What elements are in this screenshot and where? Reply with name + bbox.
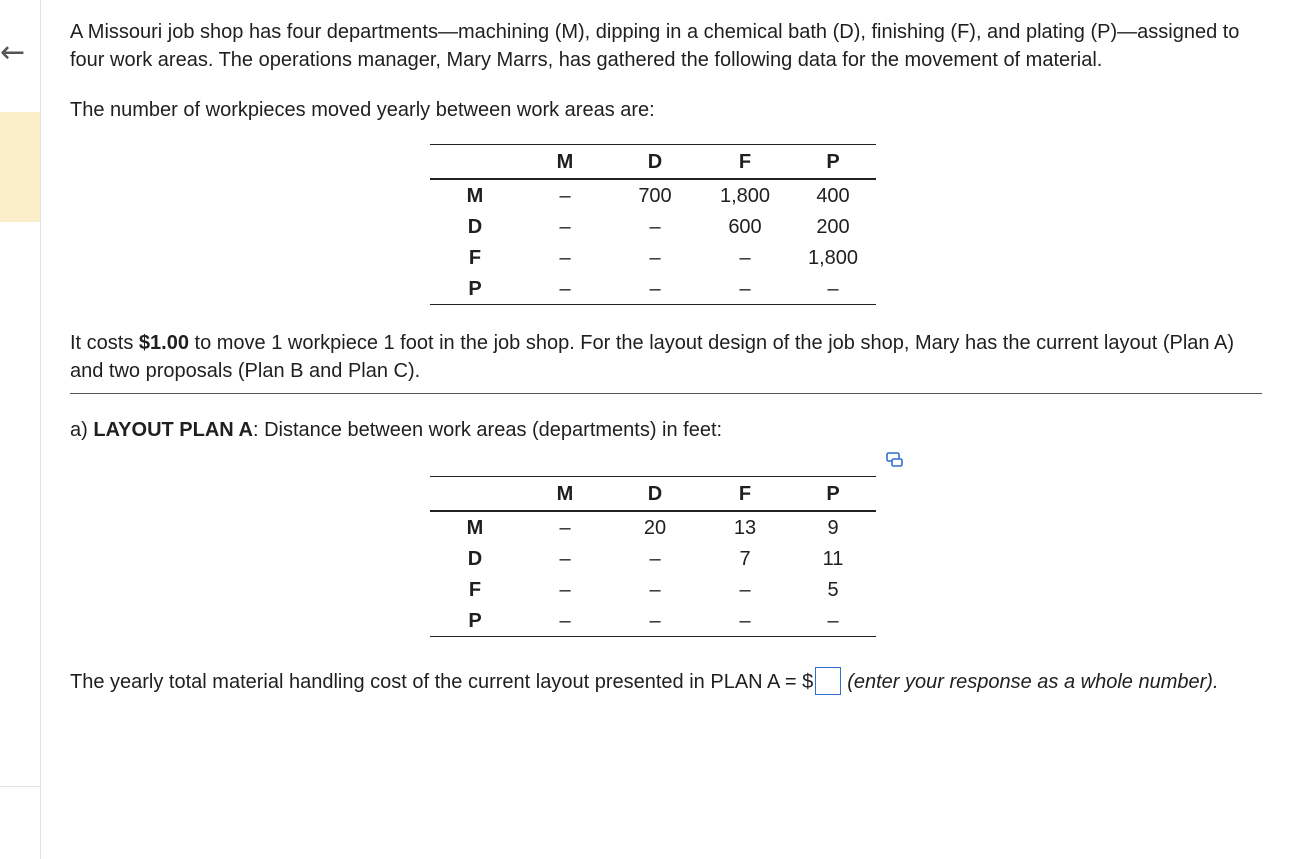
table-cell: – <box>559 516 571 539</box>
row-header: M <box>466 184 484 207</box>
column-header: P <box>790 477 876 512</box>
row-header: D <box>467 547 483 570</box>
table-cell: – <box>520 605 610 637</box>
table-row <box>430 543 876 574</box>
table-cell: 600 <box>728 215 762 238</box>
column-header: D <box>610 477 700 512</box>
row-header: P <box>430 273 520 305</box>
table-cell: 13 <box>733 516 757 539</box>
icon-row <box>70 444 1262 466</box>
table-cell: – <box>790 273 876 305</box>
distance-table-header <box>430 477 876 512</box>
intro-text: A Missouri job shop has four departments—machining (M), dipping in a chemical bath (D), finishing (F), and plating (P)—assigned to four work areas. The operations manager, Mary Marrs, has gathered the following data for the movement of material. <box>70 21 1240 71</box>
table-cell: 1,800 <box>807 246 859 269</box>
table-cell: – <box>559 547 571 570</box>
moves-table-header <box>430 145 876 180</box>
back-arrow-icon[interactable]: ← <box>0 35 26 70</box>
table-cell: 5 <box>827 578 839 601</box>
part-a-prefix: a) <box>70 419 94 441</box>
table-cell: 9 <box>827 516 839 539</box>
part-a-title: LAYOUT PLAN A <box>93 419 253 441</box>
cost-text <box>70 329 1262 385</box>
table-cell: 700 <box>638 184 672 207</box>
distance-table <box>430 476 876 637</box>
left-strip <box>0 0 41 859</box>
table-row <box>430 179 876 211</box>
row-header: F <box>468 578 482 601</box>
table-row <box>430 511 876 543</box>
row-header: P <box>430 605 520 637</box>
table-cell: – <box>559 246 571 269</box>
table-cell: – <box>520 273 610 305</box>
answer-input[interactable] <box>815 667 841 695</box>
table-cell: – <box>700 273 790 305</box>
table-row <box>430 605 876 637</box>
row-header: F <box>468 246 482 269</box>
table-cell: 11 <box>822 547 844 570</box>
column-header: M <box>520 477 610 512</box>
copy-table-icon[interactable] <box>886 452 904 468</box>
moves-label: The number of workpieces moved yearly between work areas are: <box>70 99 655 121</box>
table-cell: – <box>610 605 700 637</box>
highlight-panel <box>0 112 40 222</box>
row-header: M <box>466 516 484 539</box>
column-header: M <box>520 145 610 180</box>
corner-cell <box>430 145 520 180</box>
table-cell: – <box>649 578 661 601</box>
corner-cell <box>430 477 520 512</box>
table-cell: – <box>649 246 661 269</box>
table-cell: – <box>649 215 661 238</box>
column-header: D <box>610 145 700 180</box>
table-row <box>430 242 876 273</box>
table-cell: – <box>790 605 876 637</box>
column-header: P <box>790 145 876 180</box>
table-cell: – <box>649 547 661 570</box>
table-cell: – <box>559 578 571 601</box>
answer-line <box>70 665 1262 699</box>
table-cell: 200 <box>816 215 850 238</box>
table-cell: – <box>610 273 700 305</box>
cost-amount: $1.00 <box>138 332 189 354</box>
table-cell: 1,800 <box>719 184 771 207</box>
cost-text-after: to move 1 workpiece 1 foot in the job shop. For the layout design of the job shop, Mary has the current layout (Plan A) and two proposals (Plan B and Plan C). <box>70 332 1234 382</box>
table-cell: 20 <box>643 516 667 539</box>
table-cell: – <box>559 184 571 207</box>
table-cell: – <box>739 578 751 601</box>
table-row <box>430 574 876 605</box>
part-a-rest: : Distance between work areas (departments) in feet: <box>252 419 723 441</box>
part-a-heading <box>70 416 1262 444</box>
table-cell: 7 <box>739 547 751 570</box>
column-header: F <box>700 477 790 512</box>
table-cell: 400 <box>816 184 850 207</box>
column-header: F <box>700 145 790 180</box>
section-divider <box>70 393 1262 394</box>
row-header: D <box>467 215 483 238</box>
table-cell: – <box>739 246 751 269</box>
answer-note: (enter your response as a whole number). <box>847 671 1219 693</box>
table-row <box>430 273 876 305</box>
table-cell: – <box>700 605 790 637</box>
moves-table <box>430 144 876 305</box>
table-row <box>430 211 876 242</box>
cost-text-before: It costs <box>70 332 139 354</box>
strip-divider <box>0 786 40 787</box>
table-cell: – <box>559 215 571 238</box>
answer-prompt: The yearly total material handling cost of the current layout presented in PLAN A = $ <box>70 671 814 693</box>
question-content <box>70 18 1262 699</box>
